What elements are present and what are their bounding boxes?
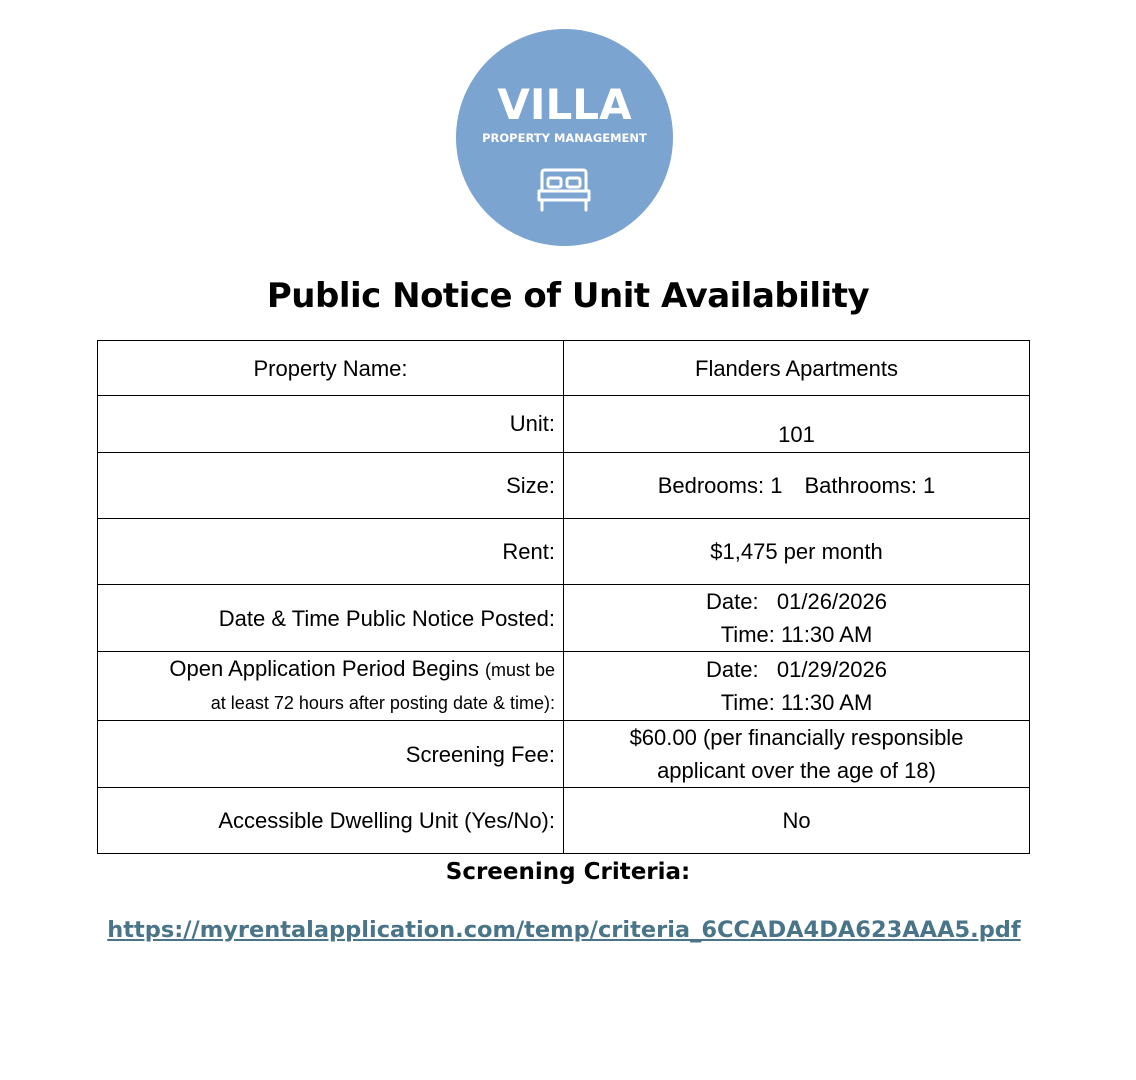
accessible-value: No [564,788,1030,854]
rent-value: $1,475 per month [564,519,1030,585]
property-name-label: Property Name: [98,341,564,396]
logo-tagline: PROPERTY MANAGEMENT [482,131,647,145]
page-title: Public Notice of Unit Availability [266,276,870,316]
open-application-value [564,652,1030,721]
open-application-date: Date: 01/29/2026 [705,657,888,682]
posted-time: Time: 11:30 AM [720,622,873,647]
posted-value [564,585,1030,652]
table-row [98,652,1030,721]
bathrooms-value: Bathrooms: 1 [804,473,936,498]
screening-fee-label: Screening Fee: [98,721,564,788]
table-row [98,341,1030,396]
unit-value: 101 [564,396,1030,453]
screening-criteria-link[interactable]: https://myrentalapplication.com/temp/criteria_6CCADA4DA623AAA5.pdf [107,917,1021,943]
bedrooms-value: Bedrooms: 1 [657,473,783,498]
open-application-label-main: Open Application Period Begins [169,656,479,681]
rent-label: Rent: [98,519,564,585]
table-row [98,519,1030,585]
table-row [98,585,1030,652]
open-application-time: Time: 11:30 AM [720,690,873,715]
table-row [98,721,1030,788]
size-value [564,453,1030,519]
screening-criteria-label: Screening Criteria: [445,859,691,885]
company-logo [456,29,673,246]
posted-date: Date: 01/26/2026 [705,589,888,614]
size-label: Size: [98,453,564,519]
open-application-note-part1: (must be [484,660,555,680]
open-application-note-part2: at least 72 hours after posting date & time): [210,693,555,713]
posted-label: Date & Time Public Notice Posted: [98,585,564,652]
screening-fee-line2: applicant over the age of 18) [657,758,936,783]
accessible-label: Accessible Dwelling Unit (Yes/No): [98,788,564,854]
unit-availability-table [97,340,1030,854]
table-row [98,453,1030,519]
table-row [98,788,1030,854]
open-application-label [98,652,564,721]
screening-fee-line1: $60.00 (per financially responsible [629,725,964,750]
table-row [98,396,1030,453]
bed-icon [536,167,592,213]
property-name-value: Flanders Apartments [564,341,1030,396]
screening-fee-value [564,721,1030,788]
unit-label: Unit: [98,396,564,453]
logo-name: VILLA [497,80,632,129]
